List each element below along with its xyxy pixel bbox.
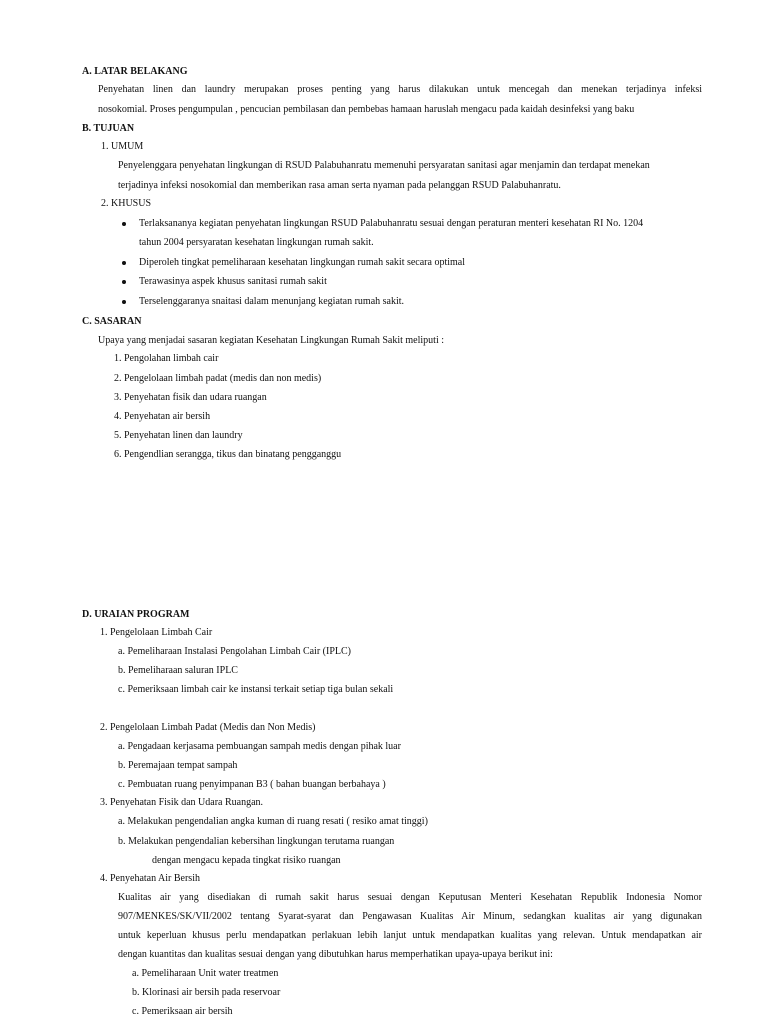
heading-latar-belakang: A. LATAR BELAKANG (82, 66, 188, 77)
paragraph-line: nosokomial. Proses pengumpulan , pencucian pembilasan dan pembebas hamaan haruslah mengacu pada kaidah desinfeksi yang baku (98, 104, 635, 115)
paragraph-line: terjadinya infeksi nosokomial dan memberikan rasa aman serta nyaman pada pelanggan RSUD Palabuhanratu. (118, 180, 561, 191)
list-item: 4. Penyehatan air bersih (114, 411, 211, 422)
program-item: b. Pemeliharaan saluran IPLC (118, 665, 238, 676)
list-item: 5. Penyehatan linen dan laundry (114, 430, 243, 441)
bullet-item: Terlaksananya kegiatan penyehatan lingkungan RSUD Palabuhanratu sesuai dengan peraturan menteri kesehatan RI No. 1204 (139, 218, 644, 229)
list-item: 6. Pengendlian serangga, tikus dan binatang pengganggu (114, 449, 342, 460)
subheading-khusus: 2. KHUSUS (101, 198, 152, 209)
paragraph-line: Kualitas air yang disediakan di rumah sakit harus sesuai dengan Keputusan Menteri Kesehatan Republik Indonesia Nomor (118, 892, 702, 903)
program-item: b. Klorinasi air bersih pada reservoar (132, 987, 281, 998)
heading-uraian-program: D. URAIAN PROGRAM (82, 609, 190, 620)
program-title: 1. Pengelolaan Limbah Cair (100, 627, 213, 638)
list-item: 2. Pengelolaan limbah padat (medis dan non medis) (114, 373, 322, 384)
program-item: a. Pemeliharaan Instalasi Pengolahan Limbah Cair (IPLC) (118, 646, 351, 657)
heading-tujuan: B. TUJUAN (82, 123, 135, 134)
program-title: 3. Penyehatan Fisik dan Udara Ruangan. (100, 797, 264, 808)
program-title: 4. Penyehatan Air Bersih (100, 873, 200, 884)
program-title: 2. Pengelolaan Limbah Padat (Medis dan Non Medis) (100, 722, 316, 733)
paragraph-line: Upaya yang menjadai sasaran kegiatan Kesehatan Lingkungan Rumah Sakit meliputi : (98, 335, 445, 346)
list-item: 3. Penyehatan fisik dan udara ruangan (114, 392, 267, 403)
program-item: b. Melakukan pengendalian kebersihan lingkungan terutama ruangan (118, 836, 395, 847)
paragraph-line: 907/MENKES/SK/VII/2002 tentang Syarat-syarat dan Pengawasan Kualitas Air Minum, sedangkan kualitas air yang digunakan (118, 911, 702, 922)
bullet-item: Terselenggaranya snaitasi dalam menunjang kegiatan rumah sakit. (139, 296, 405, 307)
program-item: c. Pemeriksaan limbah cair ke instansi terkait setiap tiga bulan sekali (118, 684, 394, 695)
list-item: 1. Pengolahan limbah cair (114, 353, 219, 364)
program-item: a. Melakukan pengendalian angka kuman di ruang resati ( resiko amat tinggi) (118, 816, 428, 827)
program-item: a. Pengadaan kerjasama pembuangan sampah medis dengan pihak luar (118, 741, 401, 752)
paragraph-line: untuk keperluan khusus perlu mendapatkan perlakuan lebih lanjut untuk mendapatkan kualitas yang relevan. Untuk mendapatkan air (118, 930, 702, 941)
bullet-dot (122, 280, 126, 284)
program-item: c. Pemeriksaan air bersih (132, 1006, 233, 1017)
bullet-dot (122, 300, 126, 304)
subheading-umum: 1. UMUM (101, 141, 144, 152)
program-item: a. Pemeliharaan Unit water treatmen (132, 968, 279, 979)
bullet-dot (122, 261, 126, 265)
program-item: c. Pembuatan ruang penyimpanan B3 ( bahan buangan berbahaya ) (118, 779, 386, 790)
bullet-item: Diperoleh tingkat pemeliharaan kesehatan lingkungan rumah sakit secara optimal (139, 257, 465, 268)
paragraph-line: dengan kuantitas dan kualitas sesuai dengan yang dibutuhkan harus memperhatikan upaya-upaya berikut ini: (118, 949, 553, 960)
heading-sasaran: C. SASARAN (82, 316, 142, 327)
bullet-item: Terawasinya aspek khusus sanitasi rumah sakit (139, 276, 327, 287)
paragraph-line: Penyelenggara penyehatan lingkungan di RSUD Palabuhanratu memenuhi persyaratan sanitasi agar menjamin dan terdapat menekan (118, 160, 650, 171)
program-item: b. Peremajaan tempat sampah (118, 760, 238, 771)
bullet-item-continuation: tahun 2004 persyaratan kesehatan lingkungan rumah sakit. (139, 237, 374, 248)
program-item-continuation: dengan mengacu kepada tingkat risiko ruangan (152, 855, 341, 866)
paragraph-line: Penyehatan linen dan laundry merupakan proses penting yang harus dilakukan untuk mencegah dan menekan terjadinya infeksi (98, 84, 702, 95)
bullet-dot (122, 222, 126, 226)
